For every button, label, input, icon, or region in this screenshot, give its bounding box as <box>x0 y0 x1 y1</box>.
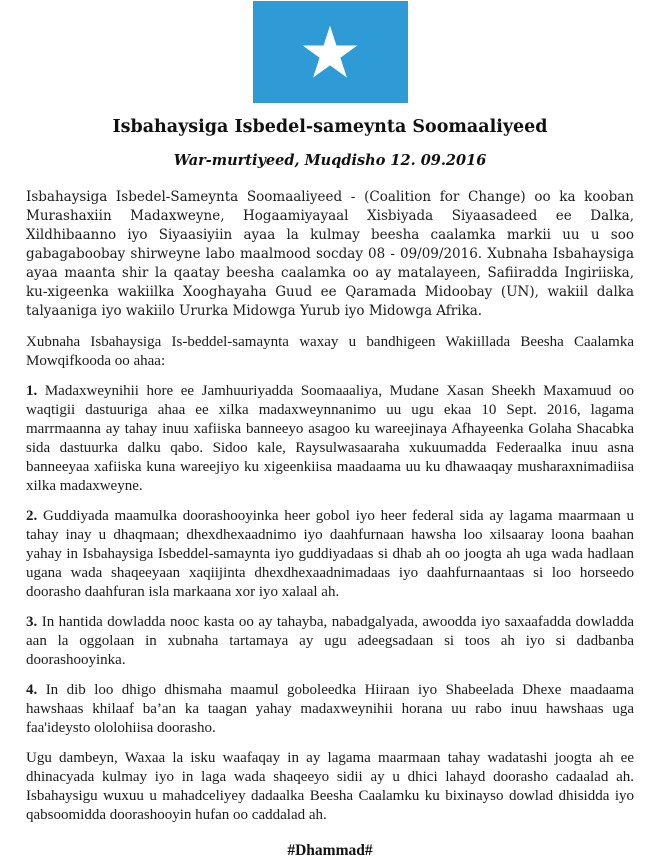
point-3-number: 3. <box>26 614 38 630</box>
point-1-number: 1. <box>26 383 38 399</box>
lead-paragraph: Xubnaha Isbahaysiga Is-beddel-samaynta waxay u bandhigeen Wakiillada Beesha Caalamka Mowqifkooda oo ahaa: <box>26 334 634 369</box>
closing-paragraph: Ugu dambeyn, Waxaa la isku waafaqay in ay lagama maarmaan tahay wadatashi joogta ah ee dhinacyada kulmay iyo in laga wada shaqeeyo sidii ay u dhici lahayd doorasho cadaalad ah. Isbahaysigu wuxuu u mahadceliyey dadaalka Beesha Caalamku ku bixinayso dowlad dhisidda iyo qabsoomidda doorashooyin hufan oo caddalad ah. <box>26 750 634 823</box>
point-4-text: In dib loo dhigo dhismaha maamul goboleedka Hiiraan iyo Shabeelada Dhexe maadaama hawshaas khilaaf ba’an ka taagan yahay madaxweynihii horana uu rabo inuu hawshaas uga faa'ideysto ololohiisa doorasho. <box>26 682 635 736</box>
intro-paragraph: Isbahaysiga Isbedel-Sameynta Soomaaliyeed - (Coalition for Change) oo ka kooban Murashaxiin Madaxweyne, Hogaamiyayaal Xisbiyada Siyaasadeed ee Dalka, Xildhibaanno iyo Siyaasiyiin ayaa la kulmay beesha caalamka markii uu u soo gabagaboobay shirweyne labo maalmood socday 08 - 09/09/2016. Xubnaha Isbahaysiga ayaa maanta shir la qaatay beesha caalamka oo ay matalayeen, Safiiradda Ingiriiska, ku-xigeenka wakiilka Xooghayaha Guud ee Qaramada Midoobay (UN), wakiil dalka talyaaniga iyo wakiilo Ururka Midowga Yurub iyo Midowga Afrika. <box>26 189 634 319</box>
end-marker: #Dhammad# <box>287 842 373 859</box>
flag-star-icon <box>302 24 358 80</box>
point-2-text: Guddiyada maamulka doorashooyinka heer gobol iyo heer federal sida ay lagama maarmaan u tahay inay u dhaqmaan; dhexdhexaadnimo iyo daahfurnaan hawsha loo xilsaaray loona baahan yahay in Isbahaysiga Isbeddel-samaynta iyo guddiyadaas si dhab ah oo joogta ah uga wada hadlaan ugana wada shaqeeyaan xaqiijinta dhexdhexaadnimadaas iyo daahfurnaantaas si loo horseedo doorasho daahfuran isla markaana xor iyo xalaal ah. <box>26 508 634 600</box>
point-2 <box>26 507 634 602</box>
point-2-number: 2. <box>26 508 38 524</box>
point-4 <box>26 681 634 738</box>
point-1 <box>26 382 634 496</box>
document-dateline: War-murtiyeed, Muqdisho 12. 09.2016 <box>173 152 487 169</box>
press-release-document <box>0 1 660 859</box>
document-title: Isbahaysiga Isbedel-sameynta Soomaaliyeed <box>112 117 548 137</box>
point-3-text: In hantida dowladda nooc kasta oo ay tahayba, nabadgalyada, awoodda iyo saxaafadda dowladda aan la oggolaan in xubnaha tartamaya ay ugu adeegsadaan si toos ah iyo si dadbanba doorashooyinka. <box>26 614 634 668</box>
somalia-flag <box>253 1 408 103</box>
point-1-text: Madaxweynihii hore ee Jamhuuriyadda Soomaaaliya, Mudane Xasan Sheekh Maxamuud oo waqtigii dastuuriga ahaa ee xilka madaxweynnanimo uu ugu ekaa 10 Sept. 2016, lagama marrmaanna ay tahay inuu xafiiska banneeyo asagoo ku wareejinaya Afhayeenka Golaha Shacabka sida dastuurka dalku qabo. Sidoo kale, Raysulwasaaraha xukuumadda Federaalka inuu asna banneeyaa xafiiska kuna wareejiyo ku xigeenkiisa maadaama uu ku dhawaaqay musharaxnimadiisa xilka madaxweyne. <box>26 383 635 494</box>
point-3 <box>26 613 634 670</box>
point-4-number: 4. <box>26 682 38 698</box>
